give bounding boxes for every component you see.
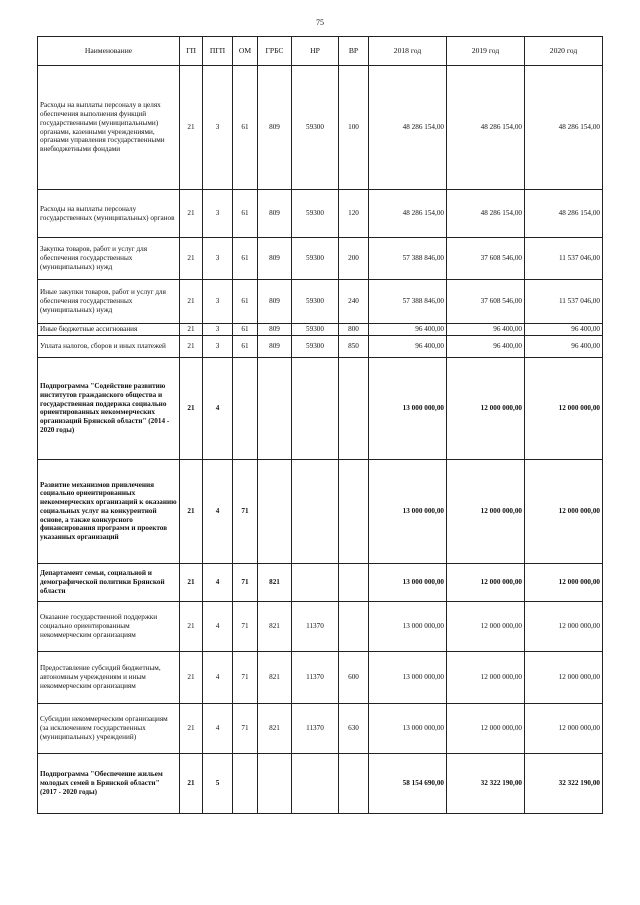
cell-2019: 96 400,00	[447, 335, 525, 357]
cell-gp: 21	[180, 651, 203, 703]
cell-2020: 12 000 000,00	[525, 703, 603, 753]
cell-2019: 48 286 154,00	[447, 66, 525, 190]
cell-pgp: 3	[203, 280, 233, 324]
cell-om	[233, 357, 258, 459]
cell-grbs: 821	[258, 601, 292, 651]
table-row	[38, 753, 603, 813]
cell-name: Подпрограмма "Содействие развитию институтов гражданского общества и государственная поддержка социально ориентированных некоммерческих организаций Брянской области" (2014 - 2020 годы)	[38, 357, 180, 459]
cell-name: Субсидии некоммерческим организациям (за исключением государственных (муниципальных) учреждений)	[38, 703, 180, 753]
header-2020: 2020 год	[525, 37, 603, 66]
cell-grbs	[258, 753, 292, 813]
cell-gp: 21	[180, 357, 203, 459]
cell-om: 71	[233, 651, 258, 703]
cell-grbs	[258, 459, 292, 563]
table-row	[38, 238, 603, 280]
cell-2019: 12 000 000,00	[447, 601, 525, 651]
header-gp: ГП	[180, 37, 203, 66]
cell-pgp: 4	[203, 459, 233, 563]
cell-gp: 21	[180, 324, 203, 336]
cell-gp: 21	[180, 66, 203, 190]
cell-om: 61	[233, 66, 258, 190]
cell-name: Предоставление субсидий бюджетным, автономным учреждениям и иным некоммерческим организациям	[38, 651, 180, 703]
cell-2019: 12 000 000,00	[447, 703, 525, 753]
table-row	[38, 335, 603, 357]
cell-2020: 48 286 154,00	[525, 66, 603, 190]
table-body	[38, 66, 603, 814]
cell-2019: 96 400,00	[447, 324, 525, 336]
cell-grbs: 809	[258, 66, 292, 190]
budget-table	[37, 36, 603, 814]
cell-pgp: 3	[203, 66, 233, 190]
cell-2018: 57 388 846,00	[369, 238, 447, 280]
cell-2019: 12 000 000,00	[447, 357, 525, 459]
cell-2019: 12 000 000,00	[447, 563, 525, 601]
cell-gp: 21	[180, 190, 203, 238]
cell-2018: 13 000 000,00	[369, 703, 447, 753]
cell-nr: 59300	[292, 280, 339, 324]
cell-vr: 240	[339, 280, 369, 324]
header-vr: ВР	[339, 37, 369, 66]
header-grbs: ГРБС	[258, 37, 292, 66]
header-row	[38, 37, 603, 66]
table-row	[38, 280, 603, 324]
cell-om: 71	[233, 703, 258, 753]
cell-om: 71	[233, 459, 258, 563]
cell-grbs: 809	[258, 238, 292, 280]
cell-2020: 48 286 154,00	[525, 190, 603, 238]
cell-nr: 11370	[292, 651, 339, 703]
cell-pgp: 3	[203, 324, 233, 336]
cell-vr: 200	[339, 238, 369, 280]
table-row	[38, 324, 603, 336]
cell-2019: 37 608 546,00	[447, 280, 525, 324]
cell-2019: 12 000 000,00	[447, 651, 525, 703]
cell-gp: 21	[180, 601, 203, 651]
cell-name: Оказание государственной поддержки социально ориентированным некоммерческим организациям	[38, 601, 180, 651]
cell-nr	[292, 753, 339, 813]
cell-gp: 21	[180, 753, 203, 813]
cell-vr	[339, 563, 369, 601]
cell-2018: 96 400,00	[369, 324, 447, 336]
cell-vr	[339, 753, 369, 813]
cell-om: 61	[233, 324, 258, 336]
cell-2018: 96 400,00	[369, 335, 447, 357]
cell-grbs: 821	[258, 563, 292, 601]
cell-om: 61	[233, 280, 258, 324]
cell-2020: 12 000 000,00	[525, 459, 603, 563]
cell-2020: 11 537 046,00	[525, 280, 603, 324]
cell-2018: 57 388 846,00	[369, 280, 447, 324]
cell-2020: 12 000 000,00	[525, 357, 603, 459]
table-row	[38, 66, 603, 190]
cell-name: Департамент семьи, социальной и демографической политики Брянской области	[38, 563, 180, 601]
cell-grbs: 809	[258, 324, 292, 336]
cell-2019: 37 608 546,00	[447, 238, 525, 280]
cell-grbs: 809	[258, 335, 292, 357]
cell-vr: 600	[339, 651, 369, 703]
cell-2020: 96 400,00	[525, 335, 603, 357]
cell-2018: 48 286 154,00	[369, 66, 447, 190]
cell-om: 71	[233, 563, 258, 601]
cell-om: 61	[233, 190, 258, 238]
table-row	[38, 563, 603, 601]
cell-nr	[292, 459, 339, 563]
cell-nr: 59300	[292, 66, 339, 190]
cell-om	[233, 753, 258, 813]
cell-vr: 850	[339, 335, 369, 357]
cell-name: Иные бюджетные ассигнования	[38, 324, 180, 336]
cell-grbs: 821	[258, 703, 292, 753]
cell-om: 61	[233, 335, 258, 357]
cell-pgp: 3	[203, 238, 233, 280]
cell-gp: 21	[180, 563, 203, 601]
table-row	[38, 357, 603, 459]
cell-gp: 21	[180, 459, 203, 563]
table-row	[38, 651, 603, 703]
cell-2020: 12 000 000,00	[525, 563, 603, 601]
table-row	[38, 459, 603, 563]
cell-nr: 11370	[292, 703, 339, 753]
header-2018: 2018 год	[369, 37, 447, 66]
cell-2020: 11 537 046,00	[525, 238, 603, 280]
cell-2019: 12 000 000,00	[447, 459, 525, 563]
cell-2018: 13 000 000,00	[369, 601, 447, 651]
cell-name: Развитие механизмов привлечения социально ориентированных некоммерческих организаций к оказанию социальных услуг на конкурентной основе, а также конкурсного финансирования программ и проектов указанных организаций	[38, 459, 180, 563]
cell-vr: 630	[339, 703, 369, 753]
cell-pgp: 3	[203, 190, 233, 238]
cell-grbs: 809	[258, 190, 292, 238]
cell-name: Иные закупки товаров, работ и услуг для обеспечения государственных (муниципальных) нужд	[38, 280, 180, 324]
cell-vr	[339, 459, 369, 563]
cell-gp: 21	[180, 335, 203, 357]
cell-name: Закупка товаров, работ и услуг для обеспечения государственных (муниципальных) нужд	[38, 238, 180, 280]
cell-vr: 120	[339, 190, 369, 238]
cell-2019: 48 286 154,00	[447, 190, 525, 238]
cell-2020: 32 322 190,00	[525, 753, 603, 813]
cell-2018: 13 000 000,00	[369, 563, 447, 601]
cell-pgp: 4	[203, 357, 233, 459]
cell-nr: 59300	[292, 238, 339, 280]
cell-gp: 21	[180, 280, 203, 324]
table-row	[38, 601, 603, 651]
cell-2020: 12 000 000,00	[525, 601, 603, 651]
page-number: 75	[316, 18, 324, 27]
table-row	[38, 703, 603, 753]
cell-nr: 11370	[292, 601, 339, 651]
cell-nr: 59300	[292, 335, 339, 357]
header-pgp: ПГП	[203, 37, 233, 66]
cell-pgp: 5	[203, 753, 233, 813]
header-2019: 2019 год	[447, 37, 525, 66]
cell-vr	[339, 357, 369, 459]
cell-nr: 59300	[292, 324, 339, 336]
cell-2018: 48 286 154,00	[369, 190, 447, 238]
cell-name: Расходы на выплаты персоналу государственных (муниципальных) органов	[38, 190, 180, 238]
cell-grbs: 821	[258, 651, 292, 703]
cell-pgp: 4	[203, 651, 233, 703]
cell-pgp: 4	[203, 601, 233, 651]
cell-name: Подпрограмма "Обеспечение жильем молодых семей в Брянской области" (2017 - 2020 годы)	[38, 753, 180, 813]
cell-2018: 13 000 000,00	[369, 651, 447, 703]
cell-2020: 12 000 000,00	[525, 651, 603, 703]
cell-pgp: 3	[203, 335, 233, 357]
cell-om: 61	[233, 238, 258, 280]
cell-grbs	[258, 357, 292, 459]
cell-vr: 800	[339, 324, 369, 336]
cell-gp: 21	[180, 703, 203, 753]
header-name: Наименование	[38, 37, 180, 66]
cell-name: Расходы на выплаты персоналу в целях обеспечения выполнения функций государственными (муниципальными) органами, казенными учреждениями, органами управления государственными внебюджетными фондами	[38, 66, 180, 190]
cell-2018: 13 000 000,00	[369, 357, 447, 459]
cell-nr	[292, 563, 339, 601]
cell-2019: 32 322 190,00	[447, 753, 525, 813]
cell-om: 71	[233, 601, 258, 651]
cell-grbs: 809	[258, 280, 292, 324]
header-om: ОМ	[233, 37, 258, 66]
header-nr: НР	[292, 37, 339, 66]
cell-2020: 96 400,00	[525, 324, 603, 336]
cell-nr: 59300	[292, 190, 339, 238]
cell-pgp: 4	[203, 563, 233, 601]
cell-2018: 58 154 690,00	[369, 753, 447, 813]
cell-nr	[292, 357, 339, 459]
cell-name: Уплата налогов, сборов и иных платежей	[38, 335, 180, 357]
table-row	[38, 190, 603, 238]
cell-gp: 21	[180, 238, 203, 280]
cell-2018: 13 000 000,00	[369, 459, 447, 563]
cell-vr	[339, 601, 369, 651]
cell-pgp: 4	[203, 703, 233, 753]
cell-vr: 100	[339, 66, 369, 190]
